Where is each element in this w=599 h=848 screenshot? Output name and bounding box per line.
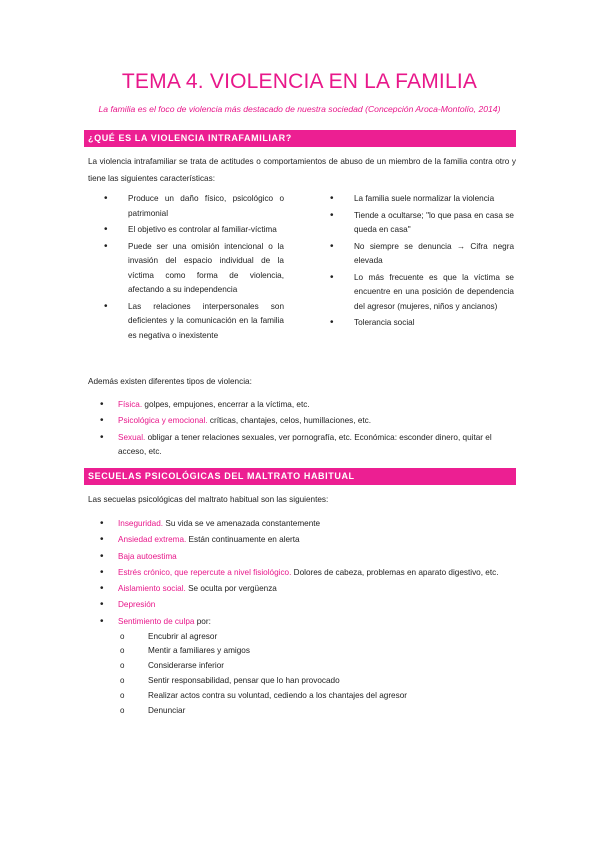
- section2-intro: Las secuelas psicológicas del maltrato habitual son las siguientes:: [88, 495, 329, 504]
- sequela-text: Su vida se ve amenazada constantemente: [163, 519, 321, 528]
- list-item: [88, 566, 516, 581]
- type-label: Sexual.: [118, 432, 146, 442]
- sub-list-item: o Encubrir al agresor: [118, 630, 516, 645]
- list-item: • Puede ser una omisión intencional o la invasión del espacio individual de la víctima como forma de violencia, afectando a su independencia: [104, 240, 284, 298]
- list-item: [88, 414, 516, 429]
- type-label: Física.: [118, 400, 143, 409]
- list-item: • La familia suele normalizar la violencia: [330, 192, 514, 207]
- type-text: críticas, chantajes, celos, humillaciones, etc.: [207, 416, 372, 426]
- violence-types-intro: Además existen diferentes tipos de violencia:: [88, 377, 252, 386]
- section1-intro: La violencia intrafamiliar se trata de actitudes o comportamientos de abuso de un miembro de la familia contra otro y tiene las siguientes características:: [88, 157, 516, 183]
- list-item: [88, 533, 516, 548]
- list-item: • Tiende a ocultarse; "lo que pasa en casa se queda en casa": [330, 209, 514, 238]
- list-item: • Produce un daño físico, psicológico o patrimonial: [104, 192, 284, 221]
- list-item: [88, 431, 516, 461]
- sequela-label: Inseguridad.: [118, 519, 164, 528]
- sequela-text: Se oculta por vergüenza: [185, 584, 277, 594]
- sub-list-item: o Mentir a familiares y amigos: [118, 644, 516, 659]
- list-item: [88, 517, 516, 532]
- list-item: [88, 582, 516, 597]
- type-text: obligar a tener relaciones sexuales, ver pornografía, etc. Económica: esconder dinero, quitar el acceso, etc.: [118, 432, 492, 457]
- sequela-text: Están continuamente en alerta: [186, 535, 300, 545]
- type-label: Psicológica y emocional.: [118, 416, 208, 426]
- sequela-text: Dolores de cabeza, problemas en aparato digestivo, etc.: [291, 567, 499, 577]
- sequela-label: Depresión: [118, 600, 156, 610]
- guilt-sublist: [118, 630, 516, 719]
- type-text: golpes, empujones, encerrar a la víctima, etc.: [142, 400, 310, 409]
- list-item: [88, 550, 516, 565]
- list-item: • El objetivo es controlar al familiar-víctima: [104, 223, 284, 238]
- sequela-label: Ansiedad extrema.: [118, 535, 187, 545]
- sequela-label: Aislamiento social.: [118, 584, 186, 594]
- list-item: • Tolerancia social: [330, 316, 514, 331]
- characteristics-right-list: [330, 192, 514, 333]
- document-subtitle-quote: La familia es el foco de violencia más destacado de nuestra sociedad (Concepción Aroca-Montolío, 2014): [98, 104, 501, 114]
- sequela-label: Baja autoestima: [118, 551, 177, 561]
- list-item: [88, 398, 516, 413]
- sequela-label: Sentimiento de culpa: [118, 616, 195, 626]
- sub-list-item: o Considerarse inferior: [118, 659, 516, 674]
- list-item: • Las relaciones interpersonales son deficientes y la comunicación en la familia es negativa o inexistente: [104, 300, 284, 344]
- sequela-label: Estrés crónico, que repercute a nivel fisiológico.: [118, 567, 292, 577]
- list-item: • No siempre se denuncia → Cifra negra elevada: [330, 240, 514, 269]
- section-heading-secuelas: SECUELAS PSICOLÓGICAS DEL MALTRATO HABITUAL: [84, 468, 516, 485]
- list-item: • Lo más frecuente es que la víctima se encuentre en una posición de dependencia del agresor (mujeres, niños y ancianos): [330, 271, 514, 315]
- sequelae-list: [88, 517, 516, 720]
- sub-list-item: o Sentir responsabilidad, pensar que lo han provocado: [118, 674, 516, 689]
- document-title: TEMA 4. VIOLENCIA EN LA FAMILIA: [121, 70, 478, 93]
- characteristics-left-list: [104, 192, 284, 345]
- violence-types-list: [88, 398, 516, 462]
- sub-list-item: o Realizar actos contra su voluntad, cediendo a los chantajes del agresor: [118, 689, 516, 704]
- section-heading-que-es: ¿QUÉ ES LA VIOLENCIA INTRAFAMILIAR?: [84, 130, 516, 147]
- list-item: [88, 615, 516, 719]
- list-item: [88, 598, 516, 613]
- sequela-text: por:: [194, 616, 211, 626]
- sub-list-item: o Denunciar: [118, 704, 516, 719]
